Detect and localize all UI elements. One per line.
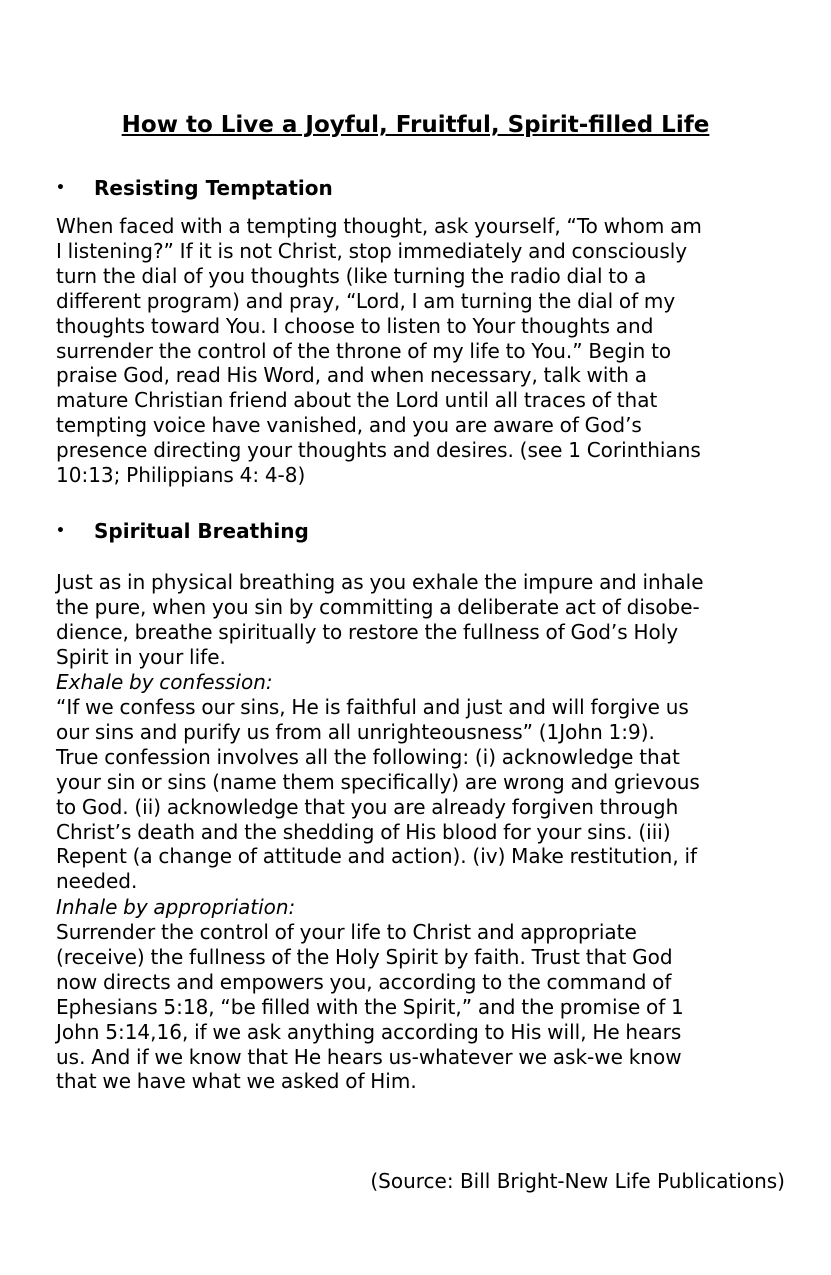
source-citation: (Source: Bill Bright-New Life Publications) bbox=[370, 1169, 785, 1193]
section-heading-resisting-temptation bbox=[56, 173, 333, 203]
bullet-icon: • bbox=[56, 180, 65, 196]
resisting-temptation-body: When faced with a tempting thought, ask yourself, “To whom am I listening?” If it is not Christ, stop immediately and consciously turn the dial of you thoughts (like turning the radio dial to a different program) and pray, “Lord, I am turning the dial of my thoughts toward You. I choose to listen to Your thoughts and surrender the control of the throne of my life to You.” Begin to praise God, read His Word, and when necessary, talk with a mature Christian friend about the Lord until all traces of that tempting voice have vanished, and you are aware of God’s presence directing your thoughts and desires. (see 1 Corinthians 10:13; Philippians 4: 4-8) bbox=[56, 214, 702, 488]
section-heading-spiritual-breathing bbox=[56, 516, 309, 546]
section-heading-label: Resisting Temptation bbox=[94, 176, 333, 200]
spiritual-breathing-intro: Just as in physical breathing as you exhale the impure and inhale the pure, when you sin by committing a deliberate act of disobe- dience, breathe spiritually to restore the fullness of God’s Holy Spirit in your life. bbox=[56, 570, 704, 669]
page-title: How to Live a Joyful, Fruitful, Spirit-filled Life bbox=[121, 112, 710, 138]
exhale-label: Exhale by confession: bbox=[56, 670, 273, 694]
inhale-body: Surrender the control of your life to Christ and appropriate (receive) the fullness of the Holy Spirit by faith. Trust that God now directs and empowers you, according to the command of Ephesians 5:18, “be filled with the Spirit,” and the promise of 1 John 5:14,16, if we ask anything according to His will, He hears us. And if we know that He hears us-whatever we ask-we know that we have what we asked of Him. bbox=[56, 920, 684, 1094]
inhale-label: Inhale by appropriation: bbox=[56, 895, 296, 919]
section-heading-label: Spiritual Breathing bbox=[94, 519, 309, 543]
exhale-body: “If we confess our sins, He is faithful and just and will forgive us our sins and purify us from all unrighteousness” (1John 1:9). True confession involves all the following: (i) acknowledge that your sin or sins (name them specifically) are wrong and grievous to God. (ii) acknowledge that you are already forgiven through Christ’s death and the shedding of His blood for your sins. (iii) Repent (a change of attitude and action). (iv) Make restitution, if needed. bbox=[56, 695, 700, 894]
bullet-icon: • bbox=[56, 523, 65, 539]
